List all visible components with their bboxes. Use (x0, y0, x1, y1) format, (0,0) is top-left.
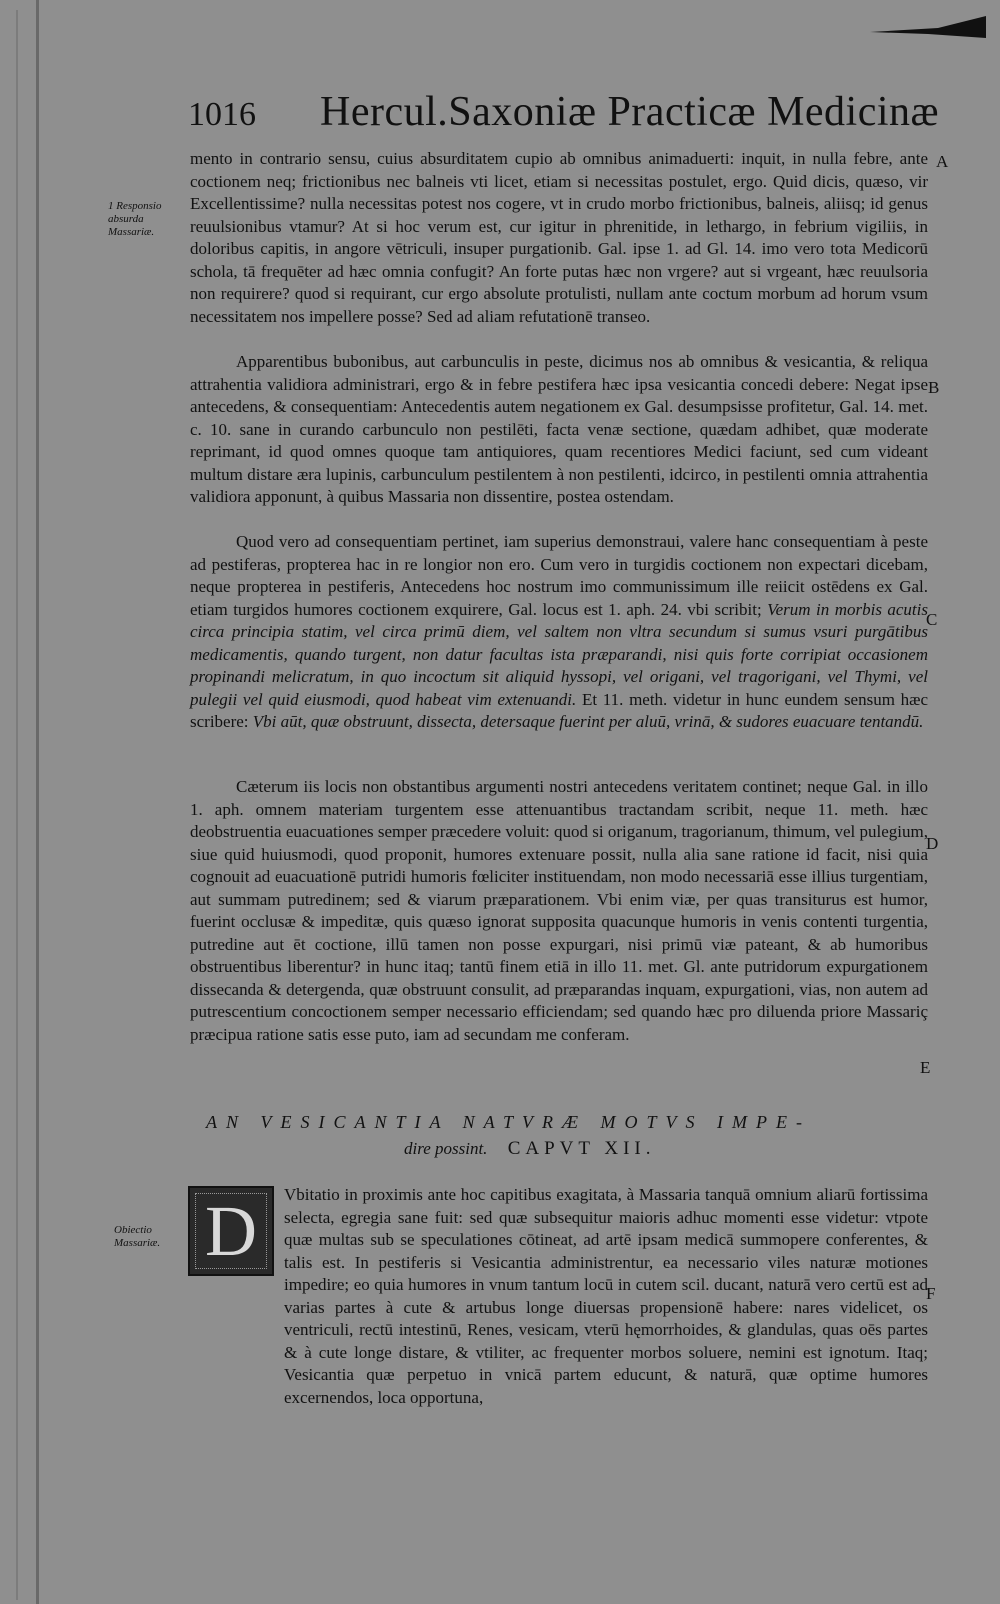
chapter-heading-cont: dire possint. (404, 1139, 488, 1158)
paragraph-1 (190, 148, 928, 328)
page-edge-line (16, 10, 18, 1600)
margin-note-objection: Obiectio Massariæ. (114, 1224, 161, 1249)
initial-letter: D (205, 1191, 257, 1271)
margin-note-response: 1 Responsio absurda Massariæ. (108, 200, 162, 238)
margin-letter-b: B (928, 378, 940, 397)
galen-quotation: Verum in morbis acutis circa principia statim, vel circa primū diem, vel saltem non vltra secundum si sumus vsuri purgātibus medicamentis, quando turgent, non datur facultas ista præparandi, nisi quis forte corripiat occasionem propinandi melicratum, in quo incoctum sit aliquid hyssopi, vel origani, vel tragorigani, vel Thymi, vel pulegii vel quid eiusmodi, quod habeat vim extenuandi. (190, 599, 928, 709)
paragraph-text: Apparentibus bubonibus, aut carbunculis in peste, dicimus nos ab omnibus & vesicantia, & reliqua attrahentia validiora administrari, ergo & in febre pestifera hæc ipsa vesicantia concedi debere: Negat ipse antecedens, & consequentiam: Antecedentis autem negationem ex Gal. desumpsisse profitetur, Gal. 14. met. c. 10. sane in curando carbunculo non pestilēti, facta venæ sectione, quædam adhibet, quæ moderate reprimant, id quod omnes quoque tam antiquiores, quam recentiores Medici faciunt, sed cum videant multum distare æra lupinis, carbunculum pestilentem à non pestilenti, idcirco, in pestilenti omnia attrahentia validiora apponunt, à quibus Massaria non dissentire, postea ostendam. (190, 352, 928, 506)
paragraph-segment: Quod vero ad consequentiam pertinet, iam superius demonstraui, valere hanc consequentiam à peste ad pestiferas, propterea hac in re longior non ero. Cum vero in turgidis coctionem non expectari dicebam, neque propterea in pestiferis, Antecedens hoc nostrum imo communissimum ille reiicit ostēdens ex Gal. etiam turgidos humores coctionem exquirere, Gal. locus est 1. aph. 24. vbi scribit; (190, 532, 928, 619)
margin-letter-a: A (936, 152, 949, 171)
margin-letter-c: C (926, 610, 938, 629)
chapter-paragraph: Vbitatio in proximis ante hoc capitibus exagitata, à Massaria tanquā omnium aliarū fortissima selecta, egregia sane fuit: sed quæ subsequitur maioris adhuc momenti esse videtur: vtpote quæ multas sub se speculationes cōtineat, ad artē ipsam medicā summopere conferentes, & talis est. In pestiferis si Vesicantia administrentur, ea necessario viles naturæ motiones impedire; eo quia humores in vnum tantum locū in cutem scil. ducant, naturā vero certū est ad varias partes à cute & artubus longe diuersas propensionē habere: nares videlicet, os ventriculi, rectū intestinū, Renes, vesicam, vterū hęmorrhoides, & glandulas, quas oēs partes & à cute longe distare, & vtiliter, ac frequenter morbos soluere, nemini est ignotum. Itaq; Vesicantia quæ perpetuo in vnicā partem educunt, & naturā, quæ optime humores excernendos, loca opportuna, (284, 1185, 928, 1407)
margin-letter-d: D (926, 834, 939, 853)
gutter-line (36, 0, 39, 1604)
paragraph-4 (190, 776, 928, 1046)
paragraph-text: mento in contrario sensu, cuius absurditatem cupio ab omnibus animaduerti: inquit, in nulla febre, ante coctionem neq; frictionibus nec balneis vti licet, etiam si necessitas postulet, ergo. Quid dicis, quæso, vir Excellentissime? nulla necessitas potest nos cogere, vt in crudo morbo frictionibus, balneis, aliisq; id genus reuulsionibus vtamur? At si hoc verum est, cur igitur in phrenitide, in lethargo, in febrium vigiliis, in doloribus capitis, in angore vētriculi, insuper purgationib. Gal. ipse 1. ad Gl. 14. imo vero tota Medicorū schola, tā frequēter ad hæc omnia confugit? An forte putas hæc non vrgere? aut si vrgeant, hæc reuulsoria non requirere? quod si requirant, cur ergo absolute protulisti, nullam ante coctum morbum ad horum vsum necessitatem nos impellere posse? Sed ad aliam refutationē transeo. (190, 149, 928, 326)
margin-letter-f: F (926, 1284, 936, 1303)
galen-quotation: Vbi aūt, quæ obstruunt, dissecta, detersaque fuerint per aluū, vrinā, & sudores euacuare tentandū. (252, 712, 924, 731)
corner-ink-mark (868, 12, 988, 42)
paragraph-2 (190, 351, 928, 509)
chapter-heading: AN VESICANTIA NATVRÆ MOTVS IMPE- (206, 1112, 811, 1132)
running-header (188, 88, 940, 138)
chapter-number: CAPVT XII. (507, 1138, 656, 1159)
paragraph-3 (190, 531, 928, 734)
margin-letter-e: E (920, 1058, 931, 1077)
running-title: Hercul.Saxoniæ Practicæ Medicinæ (320, 89, 940, 135)
paragraph-text: Cæterum iis locis non obstantibus argumenti nostri antecedens veritatem continet; neque Gal. in illo 1. aph. omnem materiam turgentem esse attenuantibus tractandam scribit, neque 11. meth. hæc deobstruentia euacuationes semper præcedere voluit: quod si origanum, tragorianum, thimum, vel pulegium, siue quid huiusmodi, quod proponit, humores extenuare possit, nulla alia sane ratione id facit, nisi quia cognouit ad euacuationē putridi humoris fœliciter instituendam, non modo necessariā esse illius turgentiam, aut summam putredinem; sed & viarum præparationem. Vbi enim viæ, per quas transiturus est humor, fuerint occlusæ & impeditæ, quis quæso ignorat supposita quacunque humoris in venis contenti turgentia, putredine aut ēt coctione, illū tamen non posse expurgari, nisi primū viæ pateant, & ab humoribus obstruentibus liberentur? in hunc itaq; tantū finem etiā in illo 11. met. Gl. ante putridorum expurgationem dissecanda & detergenda, quæ obstruunt consulit, ad præparandas inquam, expurgationi, vias, non autem ad putrescentium concoctionem semper necessario efficiendam; sed quando hæc pro diluenda priore Massariç præcipua ratione satis esse puto, iam ad secundam me conferam. (190, 777, 928, 1044)
chapter-body (190, 1184, 928, 1409)
paragraph-text (190, 531, 928, 734)
paragraph-segment: Et 11. meth. videtur in hunc eundem sensum hæc scribere: (190, 689, 929, 731)
chapter-subheading (404, 1138, 656, 1160)
page-number: 1016 (188, 96, 256, 133)
